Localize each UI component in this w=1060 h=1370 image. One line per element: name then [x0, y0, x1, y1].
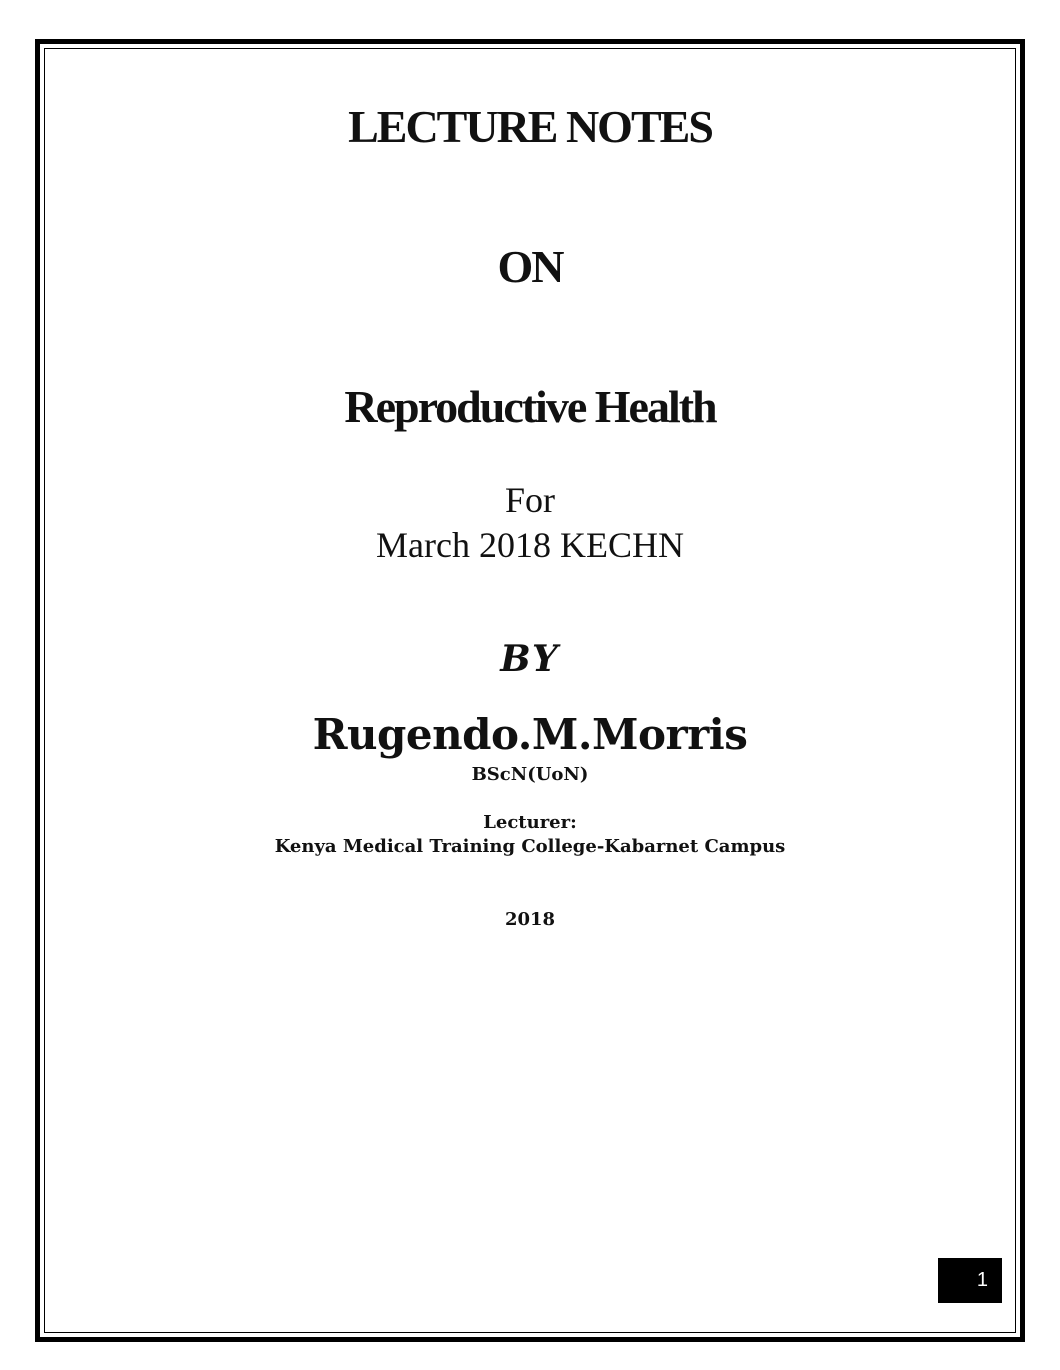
by-label: BY	[500, 638, 560, 680]
page-number: 1	[938, 1258, 1002, 1303]
title-lecture-notes: LECTURE NOTES	[348, 101, 712, 152]
title-on: ON	[497, 241, 563, 292]
author-name: Rugendo.M.Morris	[312, 710, 748, 759]
role-label: Lecturer:	[483, 812, 577, 833]
exam-label: March 2018 KECHN	[376, 525, 684, 565]
page-border	[35, 39, 1025, 1342]
year: 2018	[504, 909, 556, 930]
author-degree: BScN(UoN)	[471, 764, 589, 785]
institution: Kenya Medical Training College-Kabarnet Campus	[274, 836, 786, 857]
title-subject: Reproductive Health	[344, 381, 716, 432]
for-label: For	[504, 480, 555, 520]
